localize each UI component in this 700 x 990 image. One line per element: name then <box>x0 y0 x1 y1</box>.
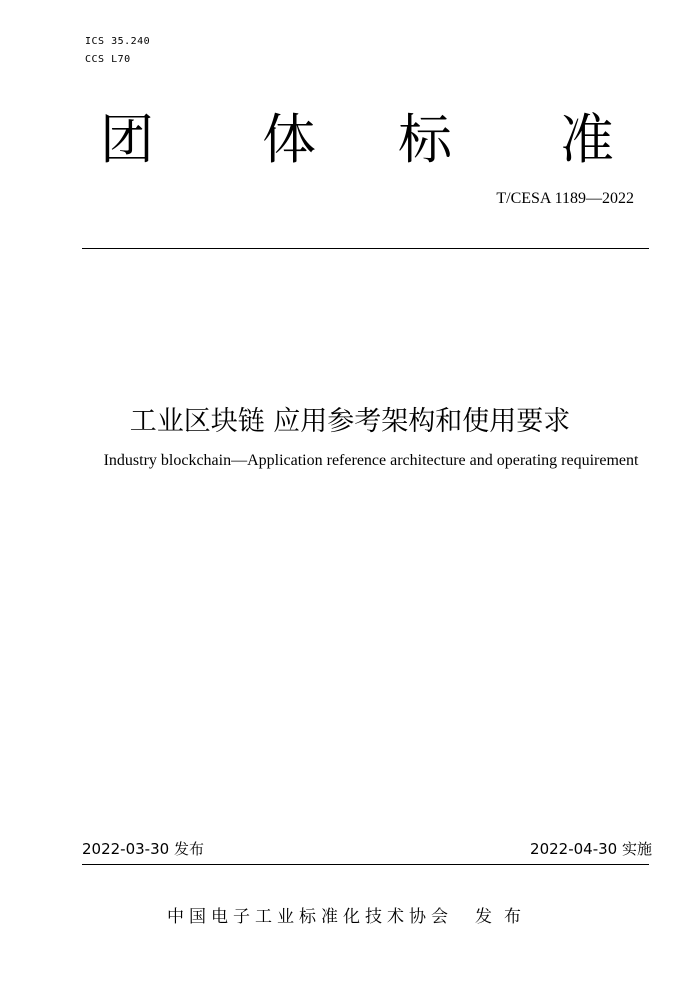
standard-type-char-3: 标 <box>398 108 452 171</box>
bottom-divider <box>82 864 649 865</box>
title-english: Industry blockchain—Application reference architecture and operating requirement <box>103 452 639 469</box>
publish-date: 2022-03-30 发布 <box>82 840 204 858</box>
issuer-name: 中国电子工业标准化技术协会 <box>167 907 453 927</box>
title-chinese: 工业区块链 应用参考架构和使用要求 <box>129 406 571 437</box>
ics-code: ICS 35.240 <box>85 36 151 47</box>
standard-type-char-1: 团 <box>100 108 154 171</box>
issuer-line <box>0 902 700 927</box>
implement-date: 2022-04-30 实施 <box>530 840 652 858</box>
issuer-action: 发布 <box>475 907 533 927</box>
top-divider <box>82 248 649 249</box>
ccs-code: CCS L70 <box>85 54 131 65</box>
standard-type-char-4: 准 <box>560 108 614 171</box>
standard-type-char-2: 体 <box>262 108 316 171</box>
standard-code: T/CESA 1189—2022 <box>496 190 634 207</box>
